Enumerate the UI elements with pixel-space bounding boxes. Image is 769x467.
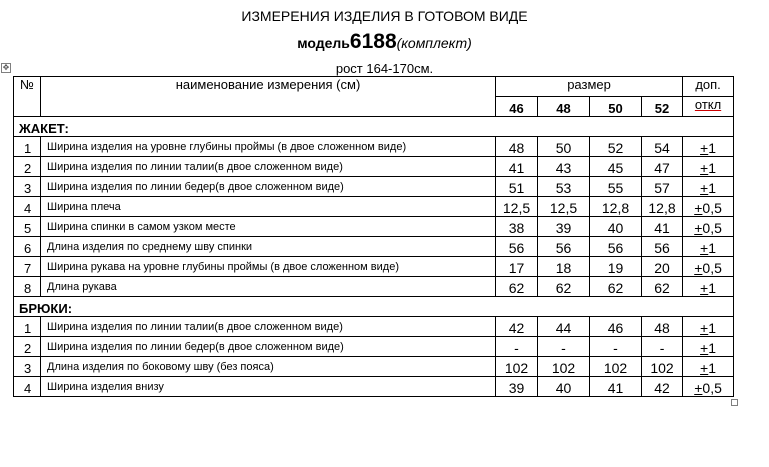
- size-50: 50: [590, 97, 642, 117]
- plus-minus-sign: +: [694, 380, 703, 396]
- row-tolerance: [683, 317, 734, 337]
- row-value: 48: [642, 317, 683, 337]
- table-row: [14, 197, 734, 217]
- row-value: -: [642, 337, 683, 357]
- row-number: 4: [14, 197, 41, 217]
- tolerance-value: 1: [708, 320, 717, 336]
- row-measurement-name: Ширина изделия по линии бедер(в двое сложенном виде): [41, 337, 496, 357]
- row-value: -: [538, 337, 590, 357]
- row-value: 41: [590, 377, 642, 397]
- document-title: ИЗМЕРЕНИЯ ИЗДЕЛИЯ В ГОТОВОМ ВИДЕ: [241, 8, 528, 24]
- row-tolerance: [683, 237, 734, 257]
- row-value: 19: [590, 257, 642, 277]
- tolerance-value: 1: [708, 180, 717, 196]
- row-value: 62: [642, 277, 683, 297]
- section-row: [14, 117, 734, 137]
- row-value: 47: [642, 157, 683, 177]
- row-value: 46: [590, 317, 642, 337]
- table-row: [14, 317, 734, 337]
- row-number: 3: [14, 357, 41, 377]
- size-48: 48: [538, 97, 590, 117]
- row-number: 7: [14, 257, 41, 277]
- row-number: 1: [14, 137, 41, 157]
- row-value: 17: [496, 257, 538, 277]
- row-tolerance: [683, 217, 734, 237]
- row-value: 12,5: [496, 197, 538, 217]
- row-measurement-name: Ширина изделия на уровне глубины проймы (в двое сложенном виде): [41, 137, 496, 157]
- row-measurement-name: Ширина изделия по линии бедер(в двое сложенном виде): [41, 177, 496, 197]
- header-tolerance-2: [683, 97, 734, 117]
- plus-minus-sign: +: [700, 320, 709, 336]
- plus-minus-sign: +: [700, 340, 709, 356]
- row-value: 43: [538, 157, 590, 177]
- section-row: [14, 297, 734, 317]
- tolerance-value: 0,5: [702, 220, 722, 236]
- row-number: 8: [14, 277, 41, 297]
- row-value: 56: [642, 237, 683, 257]
- plus-minus-sign: +: [700, 280, 709, 296]
- row-value: 62: [496, 277, 538, 297]
- table-row: [14, 357, 734, 377]
- row-value: 56: [590, 237, 642, 257]
- tolerance-value: 1: [708, 360, 717, 376]
- table-row: [14, 377, 734, 397]
- table-row: [14, 277, 734, 297]
- height-range: рост 164-170см.: [335, 61, 434, 76]
- row-value: 54: [642, 137, 683, 157]
- plus-minus-sign: +: [694, 260, 703, 276]
- row-value: 52: [590, 137, 642, 157]
- section-title: БРЮКИ:: [14, 297, 734, 317]
- tolerance-value: 1: [708, 140, 717, 156]
- header-measurement-name: наименование измерения (см): [41, 77, 496, 117]
- row-value: 56: [538, 237, 590, 257]
- row-value: 102: [496, 357, 538, 377]
- row-tolerance: [683, 257, 734, 277]
- row-measurement-name: Ширина плеча: [41, 197, 496, 217]
- row-value: 18: [538, 257, 590, 277]
- row-number: 2: [14, 337, 41, 357]
- row-value: 51: [496, 177, 538, 197]
- model-prefix: модель: [297, 35, 350, 51]
- row-number: 4: [14, 377, 41, 397]
- row-tolerance: [683, 197, 734, 217]
- tolerance-value: 0,5: [702, 200, 722, 216]
- header-number: №: [14, 77, 41, 117]
- plus-minus-sign: +: [700, 360, 709, 376]
- row-value: 12,8: [642, 197, 683, 217]
- row-number: 6: [14, 237, 41, 257]
- row-value: 56: [496, 237, 538, 257]
- tolerance-value: 0,5: [702, 380, 722, 396]
- model-suffix: (комплект): [396, 35, 472, 51]
- plus-minus-sign: +: [700, 180, 709, 196]
- row-value: 50: [538, 137, 590, 157]
- row-value: 44: [538, 317, 590, 337]
- tolerance-value: 0,5: [702, 260, 722, 276]
- row-value: 62: [538, 277, 590, 297]
- row-measurement-name: Ширина изделия внизу: [41, 377, 496, 397]
- model-line: [0, 30, 769, 54]
- tolerance-value: 1: [708, 160, 717, 176]
- row-value: 41: [496, 157, 538, 177]
- row-number: 1: [14, 317, 41, 337]
- row-value: -: [590, 337, 642, 357]
- row-measurement-name: Ширина спинки в самом узком месте: [41, 217, 496, 237]
- row-measurement-name: Ширина изделия по линии талии(в двое сложенном виде): [41, 317, 496, 337]
- row-value: 57: [642, 177, 683, 197]
- row-value: 53: [538, 177, 590, 197]
- table-row: [14, 177, 734, 197]
- table-row: [14, 137, 734, 157]
- tolerance-value: 1: [708, 280, 717, 296]
- row-tolerance: [683, 377, 734, 397]
- row-value: 38: [496, 217, 538, 237]
- tolerance-abbr: откл: [694, 97, 722, 112]
- row-value: 20: [642, 257, 683, 277]
- tolerance-value: 1: [708, 340, 717, 356]
- row-measurement-name: Длина рукава: [41, 277, 496, 297]
- table-row: [14, 237, 734, 257]
- row-value: 102: [642, 357, 683, 377]
- plus-minus-sign: +: [700, 240, 709, 256]
- row-tolerance: [683, 157, 734, 177]
- row-value: 102: [590, 357, 642, 377]
- row-value: 41: [642, 217, 683, 237]
- table-resize-handle[interactable]: [731, 399, 738, 406]
- table-row: [14, 337, 734, 357]
- table-row: [14, 257, 734, 277]
- row-measurement-name: Длина изделия по боковому шву (без пояса): [41, 357, 496, 377]
- row-measurement-name: Ширина изделия по линии талии(в двое сложенном виде): [41, 157, 496, 177]
- plus-minus-sign: +: [700, 160, 709, 176]
- row-value: 42: [642, 377, 683, 397]
- row-value: -: [496, 337, 538, 357]
- row-value: 55: [590, 177, 642, 197]
- row-value: 40: [590, 217, 642, 237]
- size-46: 46: [496, 97, 538, 117]
- row-tolerance: [683, 337, 734, 357]
- row-number: 3: [14, 177, 41, 197]
- row-number: 5: [14, 217, 41, 237]
- row-number: 2: [14, 157, 41, 177]
- row-value: 12,8: [590, 197, 642, 217]
- row-value: 48: [496, 137, 538, 157]
- row-measurement-name: Длина изделия по среднему шву спинки: [41, 237, 496, 257]
- row-tolerance: [683, 137, 734, 157]
- row-value: 45: [590, 157, 642, 177]
- model-number: 6188: [349, 30, 397, 53]
- row-tolerance: [683, 177, 734, 197]
- row-value: 40: [538, 377, 590, 397]
- tolerance-value: 1: [708, 240, 717, 256]
- table-row: [14, 217, 734, 237]
- row-measurement-name: Ширина рукава на уровне глубины проймы (в двое сложенном виде): [41, 257, 496, 277]
- header-row-1: [14, 77, 734, 97]
- header-tolerance: доп.: [683, 77, 734, 97]
- row-value: 42: [496, 317, 538, 337]
- plus-minus-sign: +: [694, 220, 703, 236]
- row-value: 62: [590, 277, 642, 297]
- header-size: размер: [496, 77, 683, 97]
- table-row: [14, 157, 734, 177]
- size-52: 52: [642, 97, 683, 117]
- plus-minus-sign: +: [694, 200, 703, 216]
- plus-minus-sign: +: [700, 140, 709, 156]
- section-title: ЖАКЕТ:: [14, 117, 734, 137]
- row-tolerance: [683, 277, 734, 297]
- measurements-table: [13, 76, 734, 397]
- row-value: 39: [496, 377, 538, 397]
- row-tolerance: [683, 357, 734, 377]
- table-move-handle-icon[interactable]: ✥: [2, 63, 10, 72]
- row-value: 39: [538, 217, 590, 237]
- row-value: 12,5: [538, 197, 590, 217]
- row-value: 102: [538, 357, 590, 377]
